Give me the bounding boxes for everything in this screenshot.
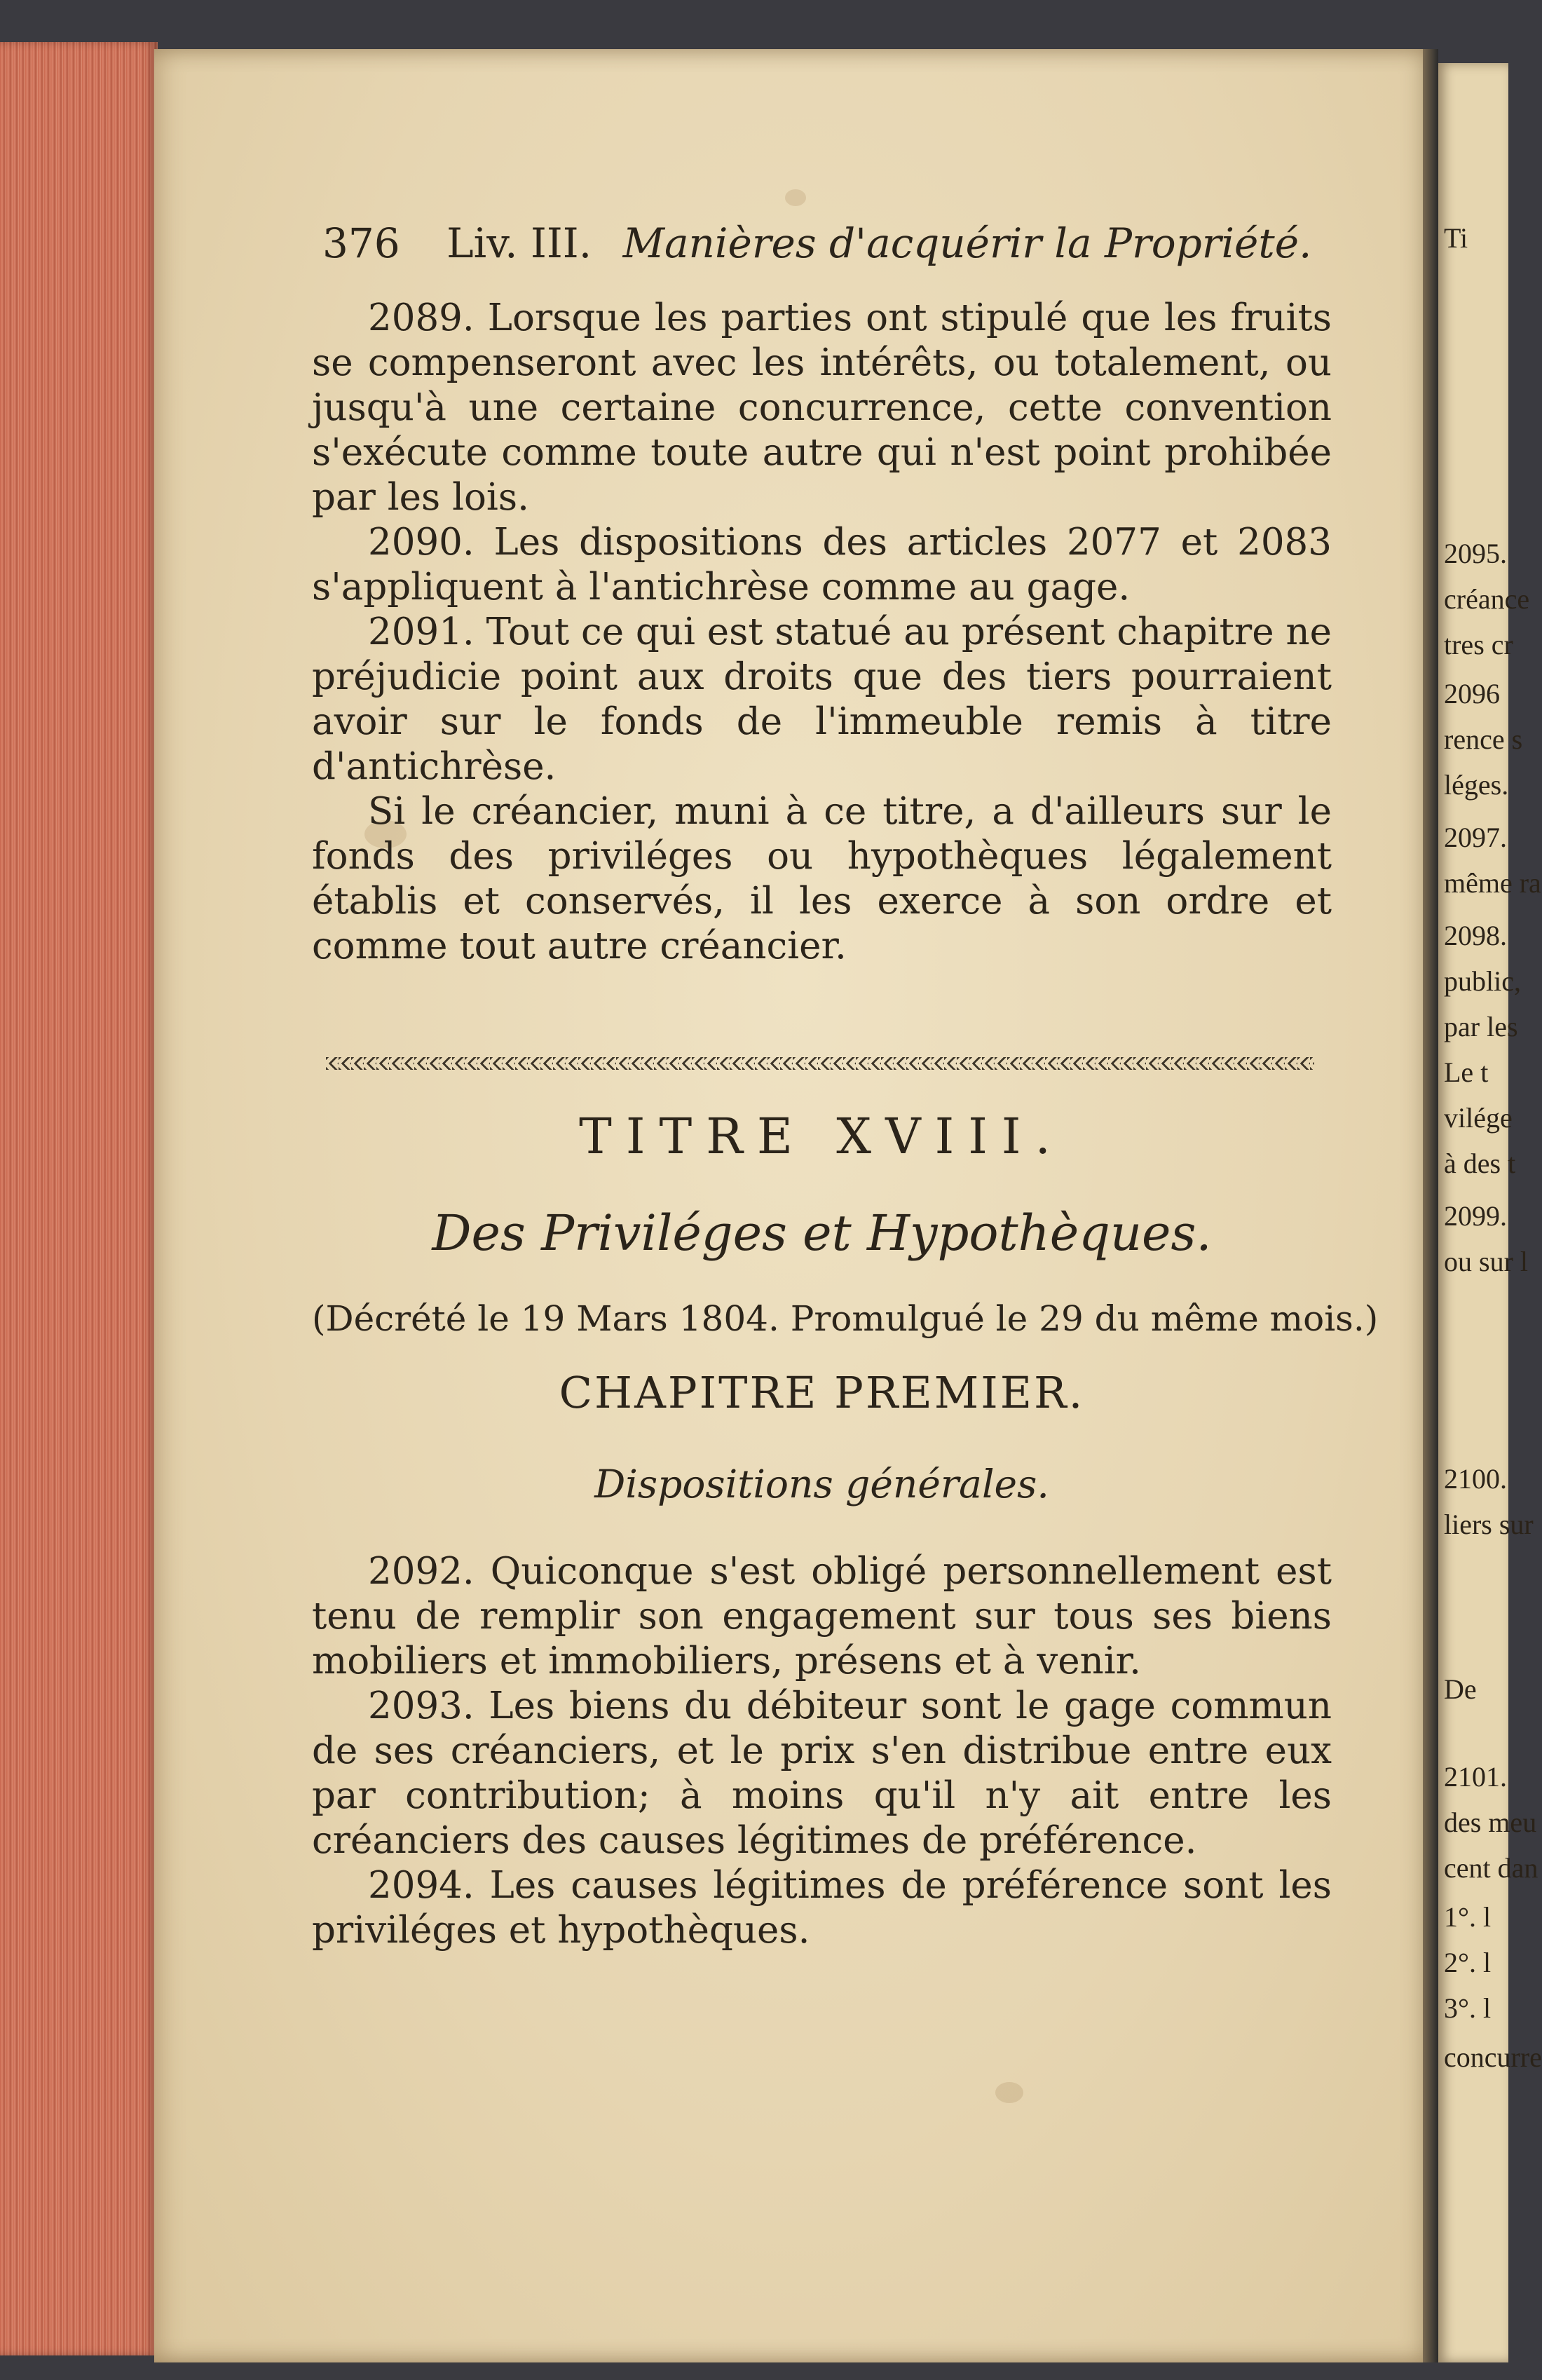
paragraph: 2092. Quiconque s'est obligé personnellement est tenu de remplir son engagement sur tous ses biens mobiliers et immobiliers, présens et à venir.: [312, 1550, 1332, 1682]
right-page-fragment: à des t: [1444, 1148, 1516, 1179]
right-page-fragment: par les: [1444, 1011, 1518, 1042]
right-page-fragment: créance: [1444, 583, 1530, 615]
titre-name: Des Priviléges et Hypothèques.: [432, 1204, 1212, 1262]
text-block-top: [312, 296, 1332, 969]
paragraph: 2094. Les causes légitimes de préférence sont les priviléges et hypothèques.: [312, 1864, 1332, 1952]
right-page-fragment: public,: [1444, 965, 1521, 997]
right-page-fragment: vilége: [1444, 1102, 1513, 1134]
right-page-fragment: rence s: [1444, 723, 1523, 755]
running-header: [322, 219, 1312, 267]
right-page-fragment: 1°. l: [1444, 1901, 1492, 1933]
titre-heading: TITRE XVIII.: [579, 1108, 1065, 1165]
page-number: 376: [322, 219, 400, 267]
right-page-fragment: léges.: [1444, 769, 1509, 801]
paragraph: 2089. Lorsque les parties ont stipulé que les fruits se compenseront avec les intérêts, ou totalement, ou jusqu'à une certaine concurrence, cette convention s'exécute comme toute autre qui n'est point prohibée par les lois.: [312, 297, 1332, 519]
section-heading: Dispositions générales.: [594, 1462, 1049, 1507]
right-page-fragment: 2099.: [1444, 1200, 1507, 1232]
right-page-fragment: 2096: [1444, 678, 1500, 709]
header-title: Manières d'acquérir la Propriété.: [622, 219, 1312, 267]
decree-line: (Décrété le 19 Mars 1804. Promulgué le 29 du même mois.): [312, 1298, 1379, 1339]
paragraph: 2093. Les biens du débiteur sont le gage commun de ses créanciers, et le prix s'en distribue entre eux par contribution; à moins qu'il n'y ait entre les créanciers des causes légitimes de préférence.: [312, 1685, 1332, 1862]
right-page-fragment: Ti: [1444, 222, 1468, 254]
right-page-fragment: Le t: [1444, 1056, 1489, 1088]
right-page-fragment: 2100.: [1444, 1463, 1507, 1495]
book-label: Liv. III.: [446, 219, 592, 267]
chapter-heading: CHAPITRE PREMIER.: [559, 1367, 1085, 1418]
paragraph: Si le créancier, muni à ce titre, a d'ailleurs sur le fonds des priviléges ou hypothèques légalement établis et conservés, il les exerce à son ordre et comme tout autre créancier.: [312, 790, 1332, 967]
paragraph: 2091. Tout ce qui est statué au présent chapitre ne préjudicie point aux droits que des tiers pourraient avoir sur le fonds de l'immeuble remis à titre d'antichrèse.: [312, 611, 1332, 788]
ornamental-rule: [326, 1057, 1314, 1070]
right-page-fragment: 2098.: [1444, 920, 1507, 951]
right-page-fragment: 2°. l: [1444, 1947, 1492, 1978]
right-page-fragment: des meu: [1444, 1807, 1537, 1838]
right-page-fragment: liers sur: [1444, 1509, 1534, 1540]
right-page-fragment: De: [1444, 1673, 1477, 1705]
right-page-fragment: même ra: [1444, 867, 1541, 899]
text-block-bottom: [312, 1549, 1332, 1953]
right-page-fragment: 2095.: [1444, 538, 1507, 569]
right-page-fragment: 2097.: [1444, 822, 1507, 853]
paragraph: 2090. Les dispositions des articles 2077 et 2083 s'appliquent à l'antichrèse comme au gage.: [312, 521, 1332, 608]
right-page-fragment: cent dan: [1444, 1852, 1538, 1884]
right-page-fragment: concurre: [1444, 2041, 1542, 2073]
right-page-fragment: ou sur l: [1444, 1246, 1528, 1277]
right-page-fragment: tres cr: [1444, 629, 1513, 660]
right-page-fragment: 2101.: [1444, 1761, 1507, 1793]
right-page-fragment: 3°. l: [1444, 1992, 1492, 2024]
